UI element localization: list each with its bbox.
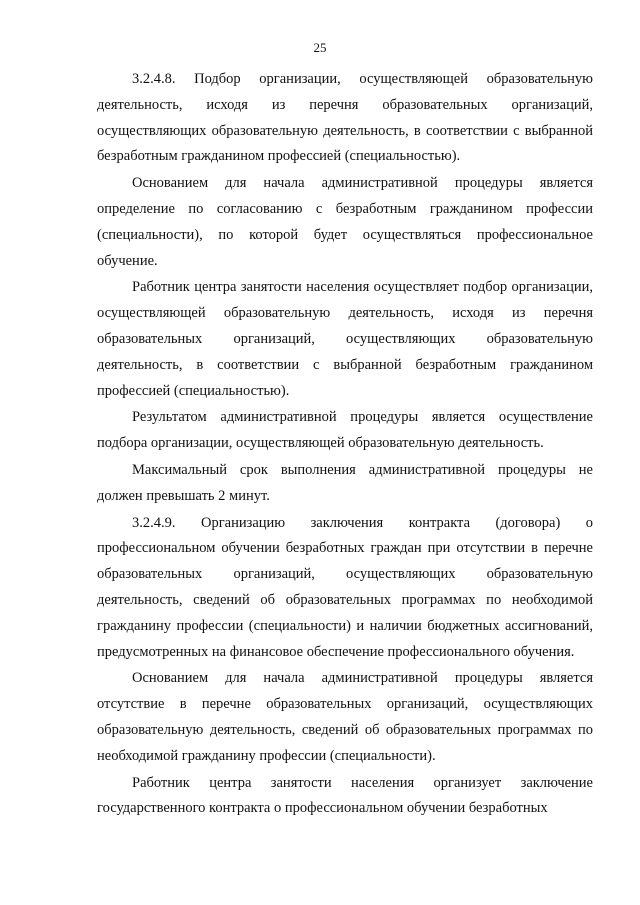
page-number: 25 bbox=[313, 40, 327, 55]
document-body bbox=[97, 67, 593, 823]
paragraph-max-time: Максимальный срок выполнения административной процедуры не должен превышать 2 минут. bbox=[97, 461, 593, 504]
paragraph-3-2-4-8: 3.2.4.8. Подбор организации, осуществляющей образовательную деятельность, исходя из перечня образовательных организаций, осуществляющих образовательную деятельность, в соответствии с выбранной безработным гражданином профессией (специальностью). bbox=[97, 71, 593, 165]
paragraph-basis-9: Основанием для начала административной процедуры является отсутствие в перечне образовательных организаций, осуществляющих образовательную деятельность, сведений об образовательных программах по необходимой гражданину профессии (специальности). bbox=[97, 670, 593, 764]
paragraph-result-8: Результатом административной процедуры является осуществление подбора организации, осуществляющей образовательную деятельность. bbox=[97, 409, 593, 452]
paragraph-3-2-4-9: 3.2.4.9. Организацию заключения контракта (договора) о профессиональном обучении безработных граждан при отсутствии в перечне образовательных организаций, осуществляющих образовательную деятельность, сведений об образовательных программах по необходимой гражданину профессии (специальности) и наличии бюджетных ассигнований, предусмотренных на финансовое обеспечение профессионального обучения. bbox=[97, 514, 593, 660]
paragraph-worker-contract: Работник центра занятости населения организует заключение государственного контракта о профессиональном обучении безработных bbox=[97, 774, 593, 817]
paragraph-basis-8: Основанием для начала административной процедуры является определение по согласованию с безработным гражданином профессии (специальности), по которой будет осуществляться профессиональное обучение. bbox=[97, 175, 593, 269]
paragraph-worker-selection: Работник центра занятости населения осуществляет подбор организации, осуществляющей образовательную деятельность, исходя из перечня образовательных организаций, осуществляющих образовательную деятельность, в соответствии с выбранной безработным гражданином профессией (специальностью). bbox=[97, 279, 593, 399]
